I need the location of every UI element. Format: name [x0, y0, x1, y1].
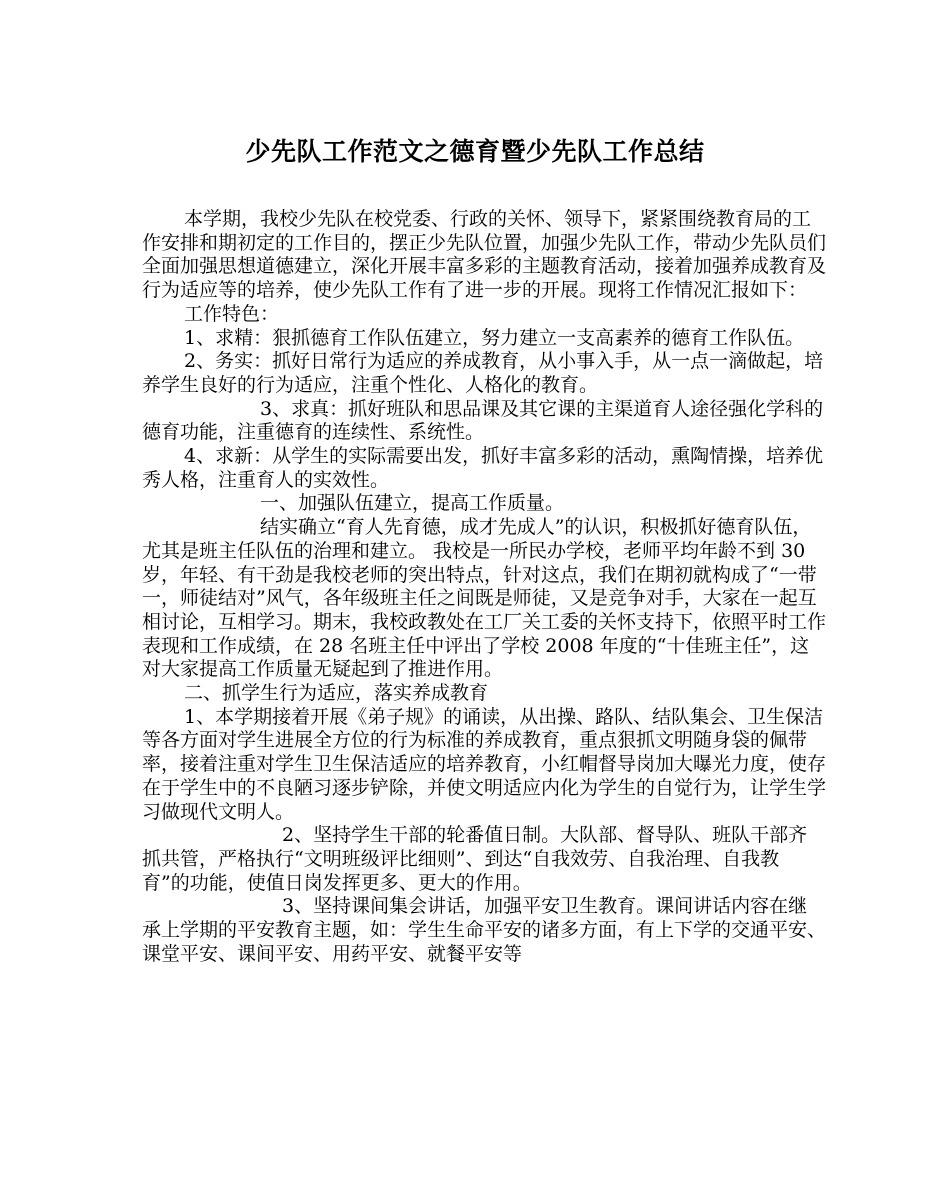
paragraph: 1、求精：狠抓德育工作队伍建立，努力建立一支高素养的德育工作队伍。 [184, 326, 805, 349]
document-title: 少先队工作范文之德育暨少先队工作总结 [245, 137, 705, 166]
paragraph: 4、求新：从学生的实际需要出发，抓好丰富多彩的活动，熏陶情操，培养优秀人格，注重育人的实效性。 [142, 445, 824, 491]
paragraph: 2、坚持学生干部的轮番值日制。大队部、督导队、班队干部齐抓共管，严格执行“文明班级评比细则”、到达“自我效劳、自我治理、自我教育”的功能，使值日岗发挥更多、更大的作用。 [142, 824, 808, 894]
paragraph: 3、坚持课间集会讲话，加强平安卫生教育。课间讲话内容在继承上学期的平安教育主题，如：学生生命平安的诸多方面，有上下学的交通平安、课堂平安、课间平安、用药平安、就餐平安等 [142, 895, 827, 965]
document-body [142, 208, 826, 967]
paragraph: 结实确立“育人先育德，成才先成人”的认识，积极抓好德育队伍，尤其是班主任队伍的治理和建立。 我校是一所民办学校，老师平均年龄不到 30 岁，年轻、有干劲是我校老师的突出特点，针对这点，我们在期初就构成了“一带一，师徒结对”风气，各年级班主任之间既是师徒，又是竞争对手，大家在一起互相讨论，互相学习。期末，我校政教处在工厂关工委的关怀支持下，依照平时工作表现和工作成绩，在 28 名班主任中评出了学校 2008 年度的“十佳班主任”，这对大家提高工作质量无疑起到了推进作用。 [142, 516, 827, 681]
paragraph: 一、加强队伍建立，提高工作质量。 [260, 492, 565, 515]
paragraph: 3、求真：抓好班队和思品课及其它课的主渠道育人途径强化学科的德育功能，注重德育的连续性、系统性。 [142, 397, 824, 444]
paragraph: 本学期，我校少先队在校党委、行政的关怀、领导下，紧紧围绕教育局的工作安排和期初定的工作目的，摆正少先队位置，加强少先队工作，带动少先队员们全面加强思想道德建立，深化开展丰富多彩的主题教育活动，接着加强养成教育及行为适应等的培养，使少先队工作有了进一步的开展。现将工作情况汇报如下： [142, 208, 827, 302]
paragraph: 二、抓学生行为适应，落实养成教育 [184, 682, 489, 705]
paragraph: 1、本学期接着开展《弟子规》的诵读，从出操、路队、结队集会、卫生保洁等各方面对学生进展全方位的行为标准的养成教育，重点狠抓文明随身袋的佩带率，接着注重对学生卫生保洁适应的培养教育，小红帽督导岗加大曝光力度，使存在于学生中的不良陋习逐步铲除，并使文明适应内化为学生的自觉行为，让学生学习做现代文明人。 [142, 705, 827, 823]
paragraph: 工作特色： [184, 302, 280, 325]
paragraph: 2、务实：抓好日常行为适应的养成教育，从小事入手，从一点一滴做起，培养学生良好的行为适应，注重个性化、人格化的教育。 [142, 350, 824, 396]
